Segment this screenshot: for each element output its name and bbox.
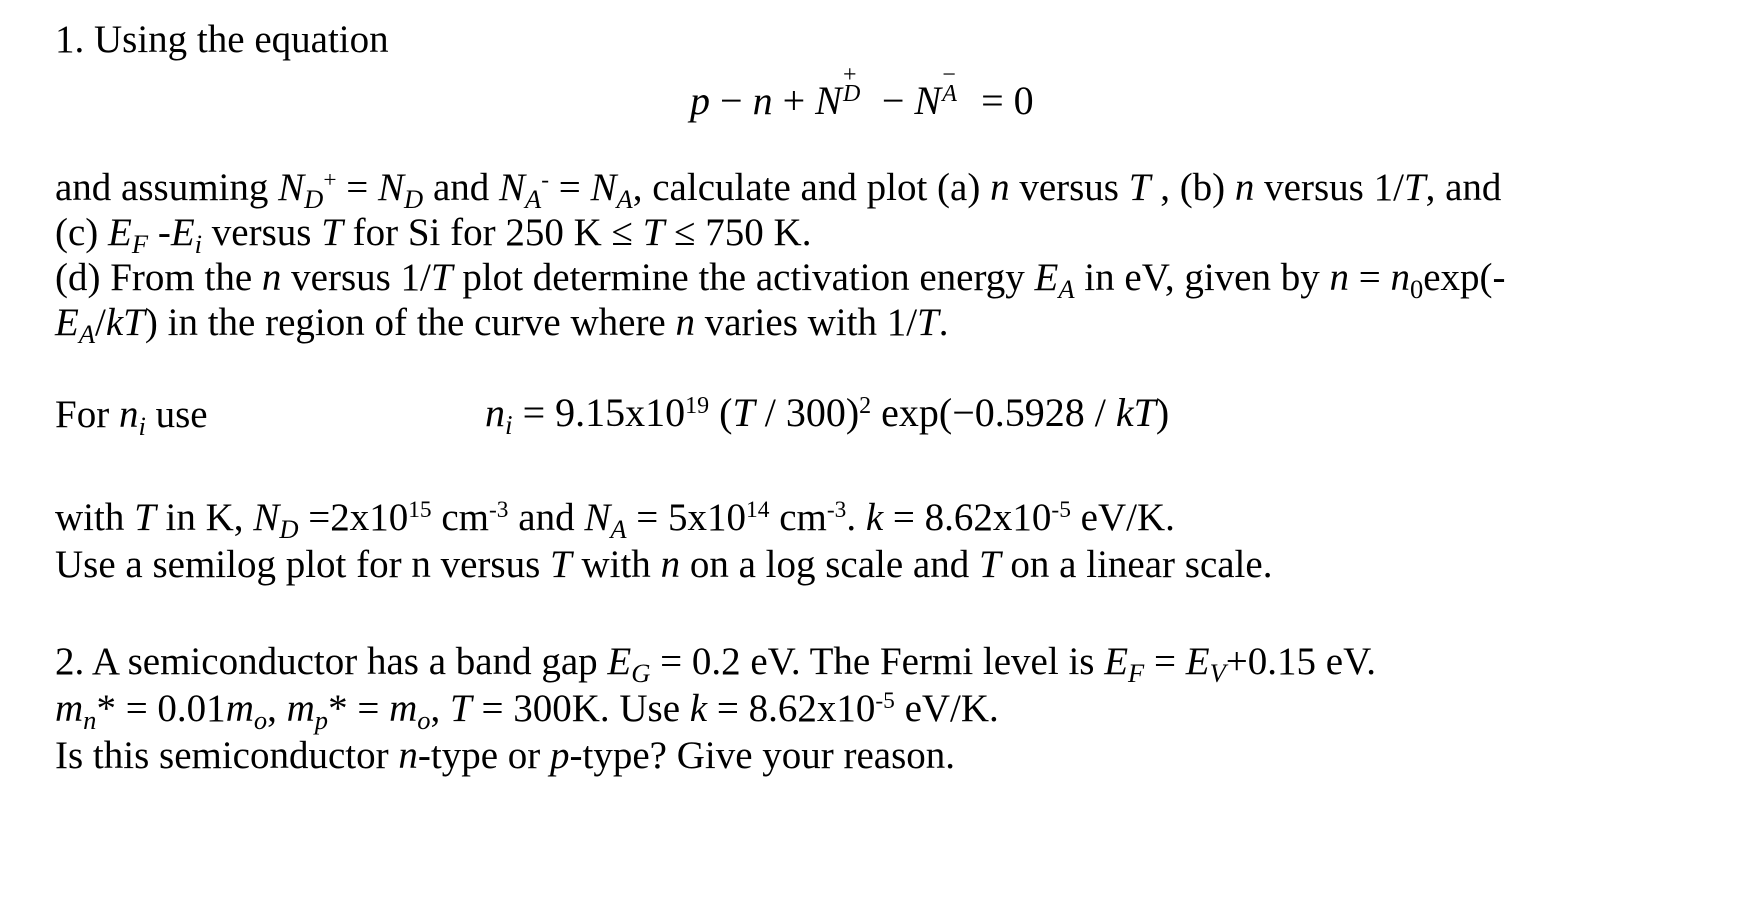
problem-2-line-1: 2. A semiconductor has a band gap $E_G = 0.2$ eV. The Fermi level is $E_F = E_V+0.15$ eV. — [55, 640, 1376, 688]
problem-1-line-assumptions: and assuming $N_D^+ = N_D$ and $N_A^- = N_A$, calculate and plot (a) n versus T , (b) n versus 1/T, and — [55, 166, 1502, 214]
problem-2-line-3: Is this semiconductor n-type or p-type? Give your reason. — [55, 734, 956, 777]
problem-1-plot-instruction: Use a semilog plot for n versus T with n on a log scale and T on a linear scale. — [55, 543, 1273, 586]
problem-1-intro: 1. Using the equation — [55, 18, 389, 61]
problem-1-constants: with T in K, $N_D =2x10^{15}$ $cm^{-3}$ and $N_A = 5x10^{14}$ $cm^{-3}$. $k = 8.62x10^{-5}$ eV/K. — [55, 496, 1175, 544]
problem-1-part-c: (c) $E_F$ $-E_i$ versus T for Si for 250 K ≤ T ≤ 750 K. — [55, 211, 812, 259]
problem-2-line-2: $m_n* = 0.01m_o$, $m_p* = m_o$, T = 300K. Use $k = 8.62x10^{-5}$ eV/K. — [55, 687, 999, 735]
problem-1-part-d: (d) From the n versus 1/T plot determine the activation energy $E_A$ in eV, given by $n = n_0\exp(-$ — [55, 256, 1506, 304]
intrinsic-concentration-equation: $n_i = 9.15x10^{19}$ (T / 300)$^2$ exp(−0.5928 / kT) — [485, 390, 1170, 441]
problem-1-part-d-continued: $E_A/kT$) in the region of the curve where n varies with 1/T. — [55, 301, 949, 349]
ni-label: For $n_i$ use — [55, 393, 208, 441]
charge-neutrality-equation: p − n + N + D − N − A = 0 — [690, 62, 1034, 123]
